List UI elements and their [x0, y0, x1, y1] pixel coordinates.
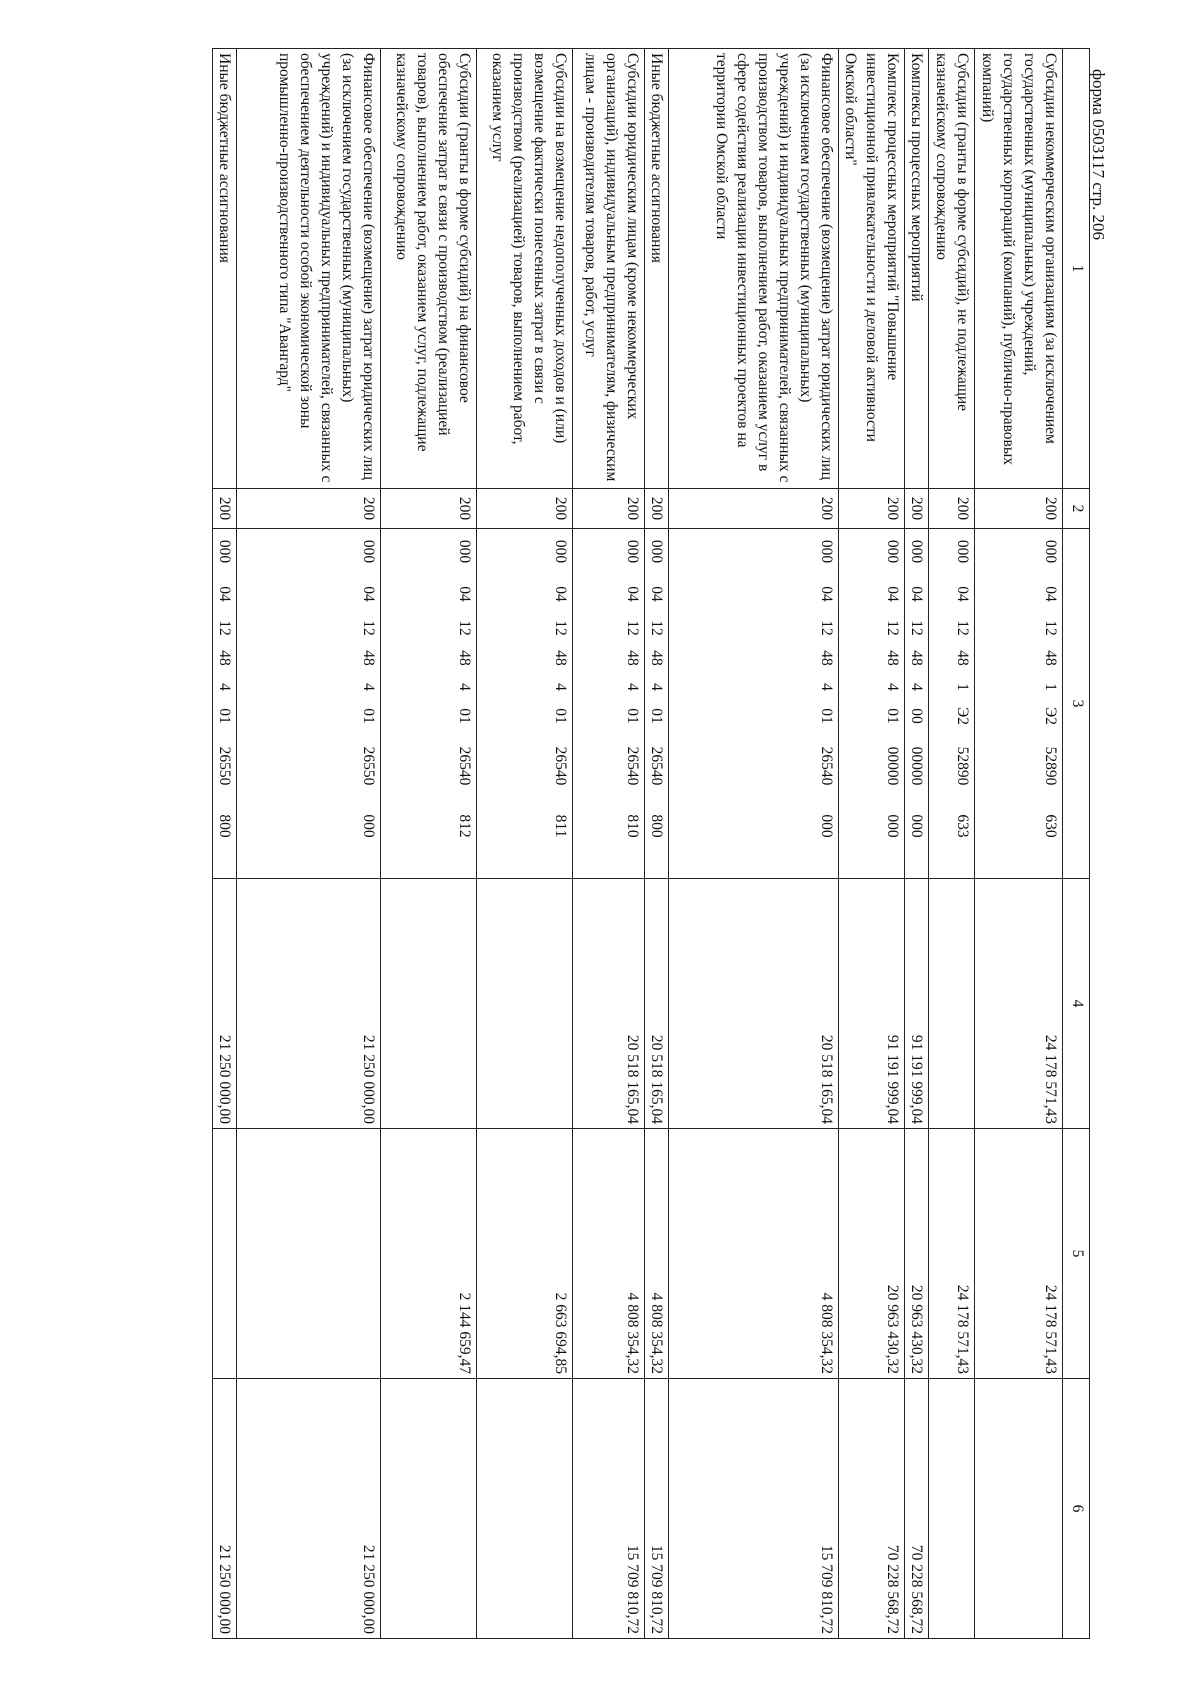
- row-budget-code-cell: [381, 529, 477, 879]
- code-segment: 000: [884, 539, 901, 564]
- code-segment: 4: [884, 683, 901, 691]
- table-row: [905, 49, 929, 1639]
- row-line-code-cell: 200: [477, 489, 573, 529]
- code-segment: 000: [216, 539, 233, 564]
- row-name-cell: Финансовое обеспечение (возмещение) затрат юридических лиц (за исключением государственных (муниципальных) учреждений) и индивидуальных предпринимателей, связанных с производством товаров, выполнением работ, оказанием услуг в сфере содействия реализации инвестиционных проектов на территории Омской области: [669, 49, 839, 489]
- row-line-code-cell: 200: [237, 489, 381, 529]
- row-col5-value: 4 808 354,32: [669, 1129, 839, 1379]
- row-col6-value: 21 250 000,00: [213, 1379, 237, 1639]
- row-budget-code-cell: [975, 529, 1063, 879]
- column-header: 5: [1063, 1129, 1090, 1379]
- code-segment: 000: [818, 539, 835, 564]
- row-col4-value: [381, 879, 477, 1129]
- table-row: [669, 49, 839, 1639]
- row-col4-value: 91 191 999,04: [839, 879, 905, 1129]
- row-col6-value: 15 709 810,72: [645, 1379, 669, 1639]
- row-col4-value: [477, 879, 573, 1129]
- row-budget-code-cell: [839, 529, 905, 879]
- budget-table: [212, 48, 1090, 1639]
- table-row: [213, 49, 237, 1639]
- code-segment: 000: [884, 814, 901, 838]
- code-segment: 12: [360, 620, 377, 636]
- row-col4-value: 20 518 165,04: [645, 879, 669, 1129]
- code-segment: 04: [648, 586, 665, 602]
- table-row: [381, 49, 477, 1639]
- row-name-cell: Субсидии на возмещение недополученных доходов и (или) возмещение фактически понесенных затрат в связи с производством (реализацией) товаров, выполнением работ, оказанием услуг: [477, 49, 573, 489]
- code-segment: 12: [648, 620, 665, 636]
- column-header-row: [1063, 49, 1090, 1639]
- code-segment: 04: [1042, 586, 1059, 602]
- row-col5-value: [213, 1129, 237, 1379]
- code-segment: 26540: [648, 746, 665, 786]
- code-segment: 48: [456, 650, 473, 666]
- code-segment: 04: [954, 586, 971, 602]
- table-body: [213, 49, 1090, 1639]
- code-segment: 12: [1042, 620, 1059, 636]
- code-segment: 01: [648, 708, 665, 724]
- code-segment: 04: [624, 586, 641, 602]
- row-col6-value: [975, 1379, 1063, 1639]
- code-segment: 01: [360, 708, 377, 724]
- row-line-code-cell: 200: [975, 489, 1063, 529]
- code-segment: 1: [1042, 683, 1059, 691]
- code-segment: Э2: [954, 707, 971, 725]
- row-line-code-cell: 200: [929, 489, 975, 529]
- row-col5-value: 24 178 571,43: [929, 1129, 975, 1379]
- row-col5-value: 4 808 354,32: [645, 1129, 669, 1379]
- row-name-cell: Иные бюджетные ассигнования: [213, 49, 237, 489]
- table-row: [645, 49, 669, 1639]
- table-row: [477, 49, 573, 1639]
- code-segment: 26540: [552, 746, 569, 786]
- code-segment: 01: [552, 708, 569, 724]
- code-segment: 000: [360, 539, 377, 564]
- row-budget-code-cell: [573, 529, 645, 879]
- row-line-code-cell: 200: [905, 489, 929, 529]
- code-segment: 00: [908, 708, 925, 724]
- code-segment: 630: [1042, 814, 1059, 838]
- code-segment: 12: [456, 620, 473, 636]
- code-segment: 4: [456, 683, 473, 691]
- code-segment: Э2: [1042, 707, 1059, 725]
- code-segment: 4: [624, 683, 641, 691]
- code-segment: 26540: [456, 746, 473, 786]
- code-segment: 800: [648, 814, 665, 838]
- code-segment: 000: [552, 539, 569, 564]
- table-row: [929, 49, 975, 1639]
- code-segment: 48: [648, 650, 665, 666]
- row-name-cell: Субсидии юридическим лицам (кроме некоммерческих организаций), индивидуальным предпринимателям, физическим лицам - производителям товаров, работ, услуг: [573, 49, 645, 489]
- code-segment: 04: [884, 586, 901, 602]
- code-segment: 48: [552, 650, 569, 666]
- row-col4-value: 20 518 165,04: [669, 879, 839, 1129]
- code-segment: 000: [908, 539, 925, 564]
- code-segment: 48: [954, 650, 971, 666]
- code-segment: 26540: [818, 746, 835, 786]
- code-segment: 48: [216, 650, 233, 666]
- code-segment: 000: [648, 539, 665, 564]
- code-segment: 12: [884, 620, 901, 636]
- code-segment: 01: [624, 708, 641, 724]
- row-name-cell: Субсидии (гранты в форме субсидий), не подлежащие казначейскому сопровождению: [929, 49, 975, 489]
- code-segment: 52890: [1042, 746, 1059, 786]
- code-segment: 000: [1042, 539, 1059, 564]
- column-header: 2: [1063, 489, 1090, 529]
- row-col4-value: 91 191 999,04: [905, 879, 929, 1129]
- code-segment: 04: [360, 586, 377, 602]
- row-name-cell: Субсидии некоммерческим организациям (за исключением государственных (муниципальных) учреждений, государственных корпораций (компаний), публично-правовых компаний): [975, 49, 1063, 489]
- row-line-code-cell: 200: [669, 489, 839, 529]
- row-col6-value: 70 228 568,72: [905, 1379, 929, 1639]
- code-segment: 26540: [624, 746, 641, 786]
- row-line-code-cell: 200: [381, 489, 477, 529]
- row-col6-value: 15 709 810,72: [573, 1379, 645, 1639]
- row-name-cell: Комплекс процессных мероприятий "Повышение инвестиционной привлекательности и деловой активности Омской области": [839, 49, 905, 489]
- row-col4-value: 21 250 000,00: [237, 879, 381, 1129]
- row-budget-code-cell: [669, 529, 839, 879]
- code-segment: 633: [954, 814, 971, 838]
- row-col6-value: 70 228 568,72: [839, 1379, 905, 1639]
- code-segment: 12: [954, 620, 971, 636]
- row-name-cell: Комплексы процессных мероприятий: [905, 49, 929, 489]
- code-segment: 00000: [884, 746, 901, 786]
- row-name-cell: Финансовое обеспечение (возмещение) затрат юридических лиц (за исключением государственных (муниципальных) учреждений) и индивидуальных предпринимателей, связанных с обеспечением деятельности особой экономической зоны промышленно-производственного типа "Авангард": [237, 49, 381, 489]
- code-segment: 811: [552, 814, 569, 838]
- column-header: 1: [1063, 49, 1090, 489]
- table-row: [839, 49, 905, 1639]
- code-segment: 1: [954, 683, 971, 691]
- code-segment: 12: [552, 620, 569, 636]
- code-segment: 12: [908, 620, 925, 636]
- code-segment: 4: [552, 683, 569, 691]
- row-budget-code-cell: [645, 529, 669, 879]
- code-segment: 01: [456, 708, 473, 724]
- code-segment: 810: [624, 814, 641, 838]
- row-line-code-cell: 200: [573, 489, 645, 529]
- row-line-code-cell: 200: [213, 489, 237, 529]
- code-segment: 04: [552, 586, 569, 602]
- code-segment: 4: [360, 683, 377, 691]
- code-segment: 4: [818, 683, 835, 691]
- code-segment: 000: [908, 814, 925, 838]
- row-col4-value: 21 250 000,00: [213, 879, 237, 1129]
- row-budget-code-cell: [905, 529, 929, 879]
- code-segment: 000: [360, 814, 377, 838]
- row-col4-value: [929, 879, 975, 1129]
- code-segment: 01: [216, 708, 233, 724]
- row-col5-value: 2 144 659,47: [381, 1129, 477, 1379]
- row-col6-value: [477, 1379, 573, 1639]
- code-segment: 12: [624, 620, 641, 636]
- row-col5-value: [237, 1129, 381, 1379]
- table-row: [573, 49, 645, 1639]
- row-col5-value: 20 963 430,32: [839, 1129, 905, 1379]
- code-segment: 000: [456, 539, 473, 564]
- row-col4-value: 24 178 571,43: [975, 879, 1063, 1129]
- row-budget-code-cell: [477, 529, 573, 879]
- page-header: форма 0503117 стр. 206: [1089, 69, 1108, 240]
- code-segment: 48: [818, 650, 835, 666]
- code-segment: 48: [624, 650, 641, 666]
- code-segment: 4: [648, 683, 665, 691]
- code-segment: 48: [908, 650, 925, 666]
- row-col6-value: 21 250 000,00: [237, 1379, 381, 1639]
- code-segment: 26550: [360, 746, 377, 786]
- code-segment: 48: [360, 650, 377, 666]
- column-header: 4: [1063, 879, 1090, 1129]
- code-segment: 04: [456, 586, 473, 602]
- row-col4-value: 20 518 165,04: [573, 879, 645, 1129]
- row-col5-value: 4 808 354,32: [573, 1129, 645, 1379]
- row-col5-value: 20 963 430,32: [905, 1129, 929, 1379]
- column-header: 3: [1063, 529, 1090, 879]
- row-name-cell: Иные бюджетные ассигнования: [645, 49, 669, 489]
- code-segment: 48: [884, 650, 901, 666]
- code-segment: 04: [818, 586, 835, 602]
- code-segment: 04: [908, 586, 925, 602]
- column-header: 6: [1063, 1379, 1090, 1639]
- row-budget-code-cell: [213, 529, 237, 879]
- code-segment: 48: [1042, 650, 1059, 666]
- table-row: [975, 49, 1063, 1639]
- row-col6-value: [929, 1379, 975, 1639]
- table-rotated-container: [110, 48, 1090, 1638]
- code-segment: 4: [216, 683, 233, 691]
- code-segment: 4: [908, 683, 925, 691]
- code-segment: 000: [624, 539, 641, 564]
- row-name-cell: Субсидии (гранты в форме субсидий) на финансовое обеспечение затрат в связи с производством (реализацией товаров), выполнением работ, оказанием услуг, подлежащие казначейскому сопровождению: [381, 49, 477, 489]
- row-col5-value: 2 663 694,85: [477, 1129, 573, 1379]
- code-segment: 12: [818, 620, 835, 636]
- row-line-code-cell: 200: [645, 489, 669, 529]
- code-segment: 12: [216, 620, 233, 636]
- row-col6-value: 15 709 810,72: [669, 1379, 839, 1639]
- table-row: [237, 49, 381, 1639]
- code-segment: 52890: [954, 746, 971, 786]
- code-segment: 26550: [216, 746, 233, 786]
- row-budget-code-cell: [237, 529, 381, 879]
- code-segment: 000: [954, 539, 971, 564]
- code-segment: 812: [456, 814, 473, 838]
- code-segment: 00000: [908, 746, 925, 786]
- row-budget-code-cell: [929, 529, 975, 879]
- code-segment: 800: [216, 814, 233, 838]
- row-col5-value: 24 178 571,43: [975, 1129, 1063, 1379]
- code-segment: 000: [818, 814, 835, 838]
- row-col6-value: [381, 1379, 477, 1639]
- code-segment: 04: [216, 586, 233, 602]
- row-line-code-cell: 200: [839, 489, 905, 529]
- code-segment: 01: [884, 708, 901, 724]
- code-segment: 01: [818, 708, 835, 724]
